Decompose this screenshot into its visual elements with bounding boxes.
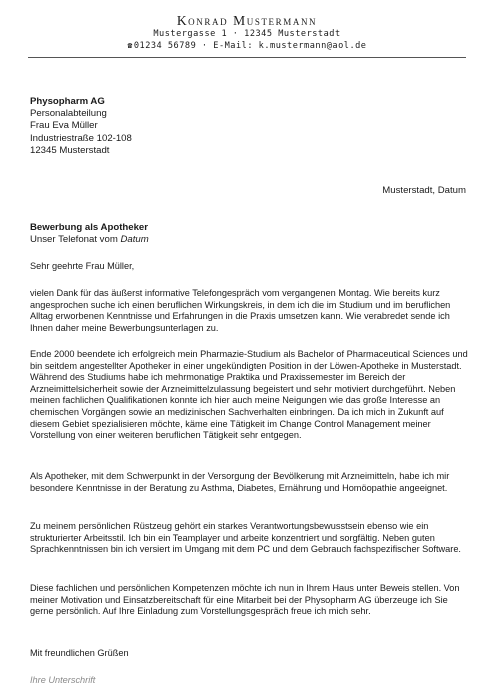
salutation-text: Sehr geehrte Frau Müller, — [30, 261, 135, 271]
paragraph-text: Diese fachlichen und persönlichen Kompetenzen möchte ich nun in Ihrem Haus unter Beweis stellen. Von meiner Motivation und Einsatzbereitschaft für eine Mitarbeit bei der Physopharm AG überzeuge ich Sie gerne persönlich. Auf Ihre Einladung zum Vorstellungsgespräch freue ich mich sehr. — [30, 583, 460, 617]
paragraph-text: Als Apotheker, mit dem Schwerpunkt in der Versorgung der Bevölkerung mit Arzneimitteln, habe ich mir besondere Kenntnisse in der Beratung zu Asthma, Diabetes, Ernährung und Homöopathie angeeignet. — [30, 471, 450, 493]
letterhead-divider — [28, 57, 466, 58]
paragraph-text: Zu meinem persönlichen Rüstzeug gehört ein starkes Verantwortungsbewusstsein ebenso wie ein strukturierter Arbeitsstil. Ich bin ein Teamplayer und arbeite konzentriert und sorgfältig. Neben guten Sprachkenntnissen bin ich versiert im Umgang mit dem PC und dem Gebrauch fachspezifischer Software. — [30, 521, 461, 555]
subject-block — [30, 222, 149, 246]
closing — [30, 648, 468, 660]
paragraph — [30, 521, 468, 556]
sender-contact-line — [0, 40, 494, 52]
recipient-city: 12345 Musterstadt — [30, 144, 110, 156]
phone-icon: ☎ — [127, 41, 133, 50]
closing-text: Mit freundlichen Grüßen — [30, 648, 129, 658]
recipient-department: Personalabteilung — [30, 108, 107, 120]
subject-title: Bewerbung als Apotheker — [30, 222, 148, 233]
subject-reference — [30, 234, 149, 246]
paragraph-text: Ende 2000 beendete ich erfolgreich mein Pharmazie-Studium als Bachelor of Pharmaceutical Sciences und bin seitdem angestellter Apotheker in einer ungekündigten Position in der Löwen-Apotheke in Musterstadt. Während des Studiums habe ich mehrmonatige Praktika und Praxissemester im Bereich der Arzneimittelsicherheit sowie der Arzneimittelzulassung begeistert und sehr motiviert durchgeführt. Neben meinen fachlichen Qualifikationen konnte ich hier auch meine Neigungen wie das große Interesse an chemischen Vorgängen sowie an medizinischen Sachverhalten einbringen. Da ich mich in Zukunft auf diesem Gebiet spezialisieren möchte, käme eine Tätigkeit im Change Control Management meiner Vorstellung von einer weiteren beruflichen Tätigkeit sehr entgegen. — [30, 349, 468, 441]
signature-placeholder: Ihre Unterschrift — [30, 675, 96, 685]
paragraph — [30, 583, 468, 618]
salutation — [30, 261, 468, 273]
sender-name: Konrad Mustermann — [176, 13, 318, 28]
recipient-street: Industriestraße 102-108 — [30, 132, 132, 144]
recipient-contact: Frau Eva Müller — [30, 120, 98, 132]
paragraph — [30, 349, 468, 442]
paragraph — [30, 288, 468, 334]
letter-date: Musterstadt, Datum — [382, 185, 466, 196]
letterhead — [0, 13, 494, 52]
subject-reference-prefix: Unser Telefonat vom — [30, 234, 121, 246]
sender-contact: 01234 56789 · E-Mail: k.mustermann@aol.de — [133, 41, 367, 51]
subject-reference-date: Datum — [120, 234, 149, 246]
recipient-address-block — [30, 96, 132, 157]
recipient-company: Physopharm AG — [30, 96, 105, 107]
paragraph — [30, 471, 468, 494]
paragraph-text: vielen Dank für das äußerst informative Telefongespräch vom vergangenen Montag. Wie bereits kurz angesprochen suche ich einen beruflichen Wirkungskreis, in dem ich die im Studium und im beruflichen Alltag erworbenen Kenntnisse und Erfahrungen in die Praxis umsetzen kann. Wie verabredet sende ich Ihnen daher meine Bewerbungsunterlagen zu. — [30, 288, 451, 333]
sender-address: Mustergasse 1 · 12345 Musterstadt — [153, 29, 341, 39]
